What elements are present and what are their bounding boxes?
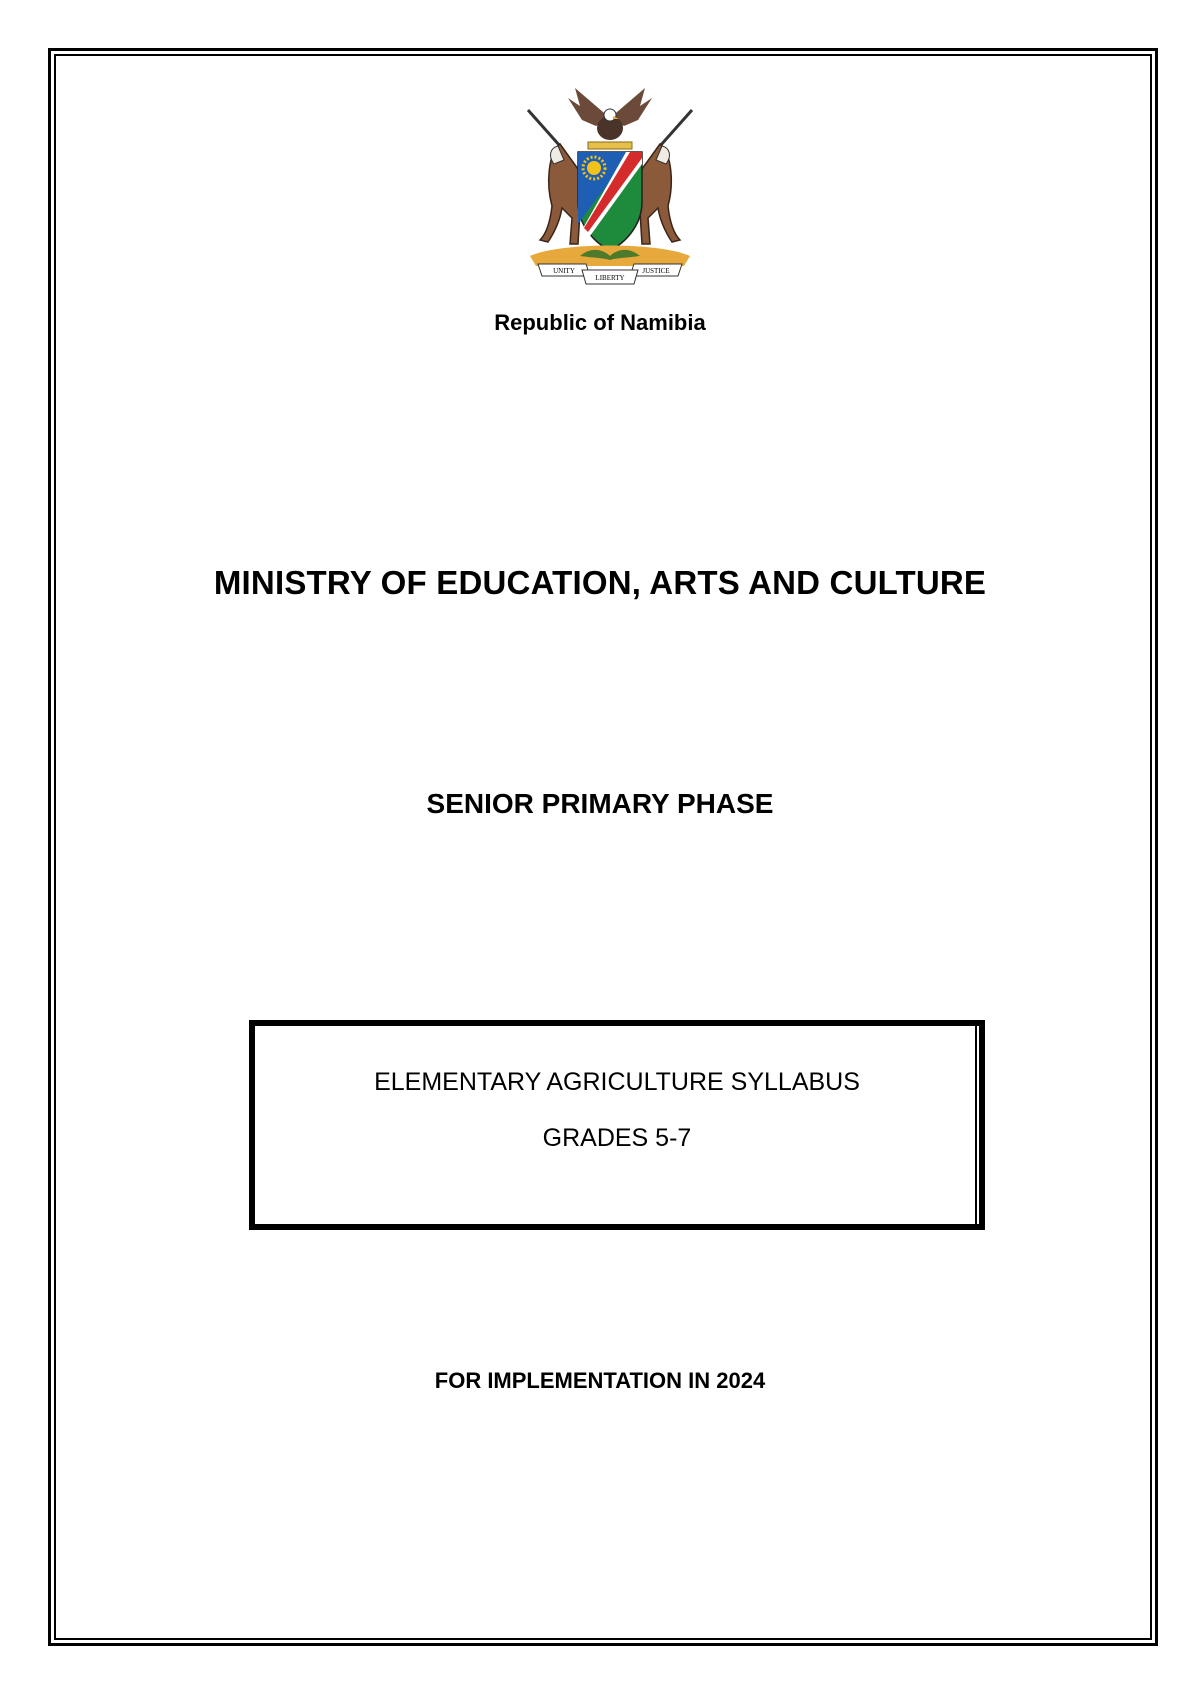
eagle-icon [568,88,652,140]
syllabus-title: ELEMENTARY AGRICULTURE SYLLABUS [374,1068,860,1096]
motto-unity: UNITY [553,267,575,275]
page-border-inner [54,54,1152,1640]
ministry-title: MINISTRY OF EDUCATION, ARTS AND CULTURE [213,564,987,601]
country-name: Republic of Namibia [494,310,706,335]
motto-ribbon [538,264,682,284]
phase-title: SENIOR PRIMARY PHASE [426,788,774,819]
syllabus-title-box [249,1020,985,1230]
coat-of-arms-emblem [520,84,700,288]
motto-liberty: LIBERTY [595,274,625,282]
implementation-year: FOR IMPLEMENTATION IN 2024 [434,1368,766,1393]
grades-label: GRADES 5-7 [542,1124,692,1152]
motto-justice: JUSTICE [642,267,670,275]
shield-icon [578,152,642,250]
headband [588,142,632,149]
sand-dune [530,246,690,267]
